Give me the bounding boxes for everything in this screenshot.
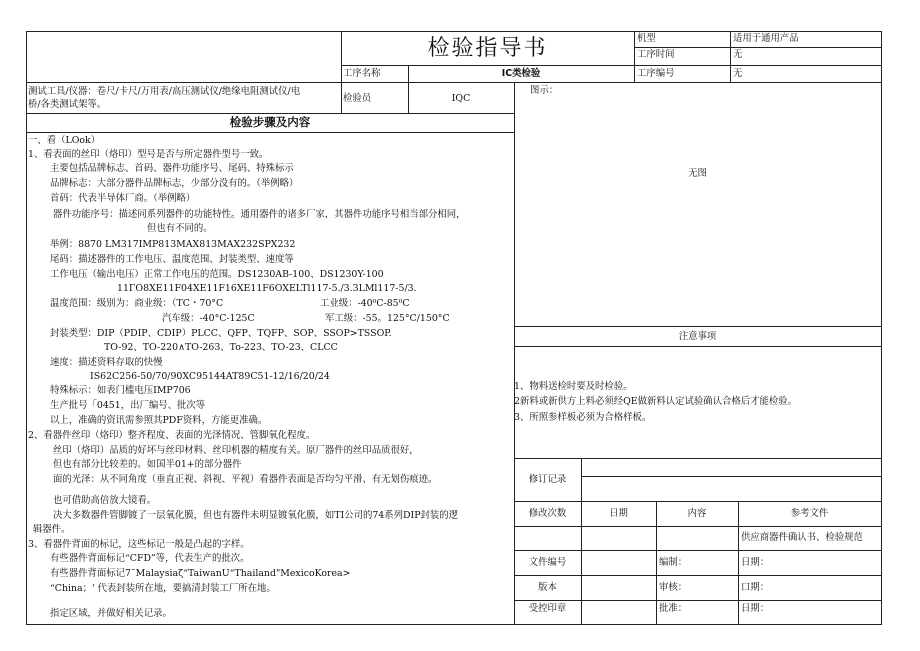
frame-line bbox=[581, 476, 882, 477]
tools-line-1: 测试工具/仪器：卷尺/卡尺/万用表/高压测试仪/绝缘电阻测试仪/电 bbox=[28, 86, 301, 97]
step-line: 以上，准确的资讯需参照其PDF资料，方能更准确。 bbox=[50, 415, 268, 426]
model-label: 机型 bbox=[637, 33, 656, 44]
step-line: 有些器件背面标记7˜Malaysiaζ“TaiwanU“Thailand"MexicoKorea> bbox=[50, 568, 351, 579]
step-line: 有些器件背面标记“CFD”等，代表生产的批次。 bbox=[50, 553, 250, 564]
approve-date-label: 日期： bbox=[741, 603, 770, 614]
frame-line bbox=[26, 113, 514, 114]
step-line: 也可借助高倍放大镜看。 bbox=[53, 495, 157, 506]
version-label: 版本 bbox=[538, 582, 557, 593]
step-line: 军工级：-55。125°C/150°C bbox=[325, 313, 450, 324]
step-line: IS62C256-50/70/90XC95144AT89C51-12/16/20/24 bbox=[90, 371, 330, 382]
approve-label: 批准： bbox=[659, 603, 688, 614]
note-item: 3、所照参样板必须为合格样板。 bbox=[514, 412, 652, 423]
ref-value: 供应商器件确认书、检验规范 bbox=[741, 532, 863, 543]
step-line: 首码：代表半导体厂商。（举例略） bbox=[50, 193, 196, 204]
compile-date-label: 日期： bbox=[741, 557, 770, 568]
step-line: 1、看表面的丝印（烙印）型号是否与所定器件型号一致。 bbox=[28, 149, 269, 160]
frame-line bbox=[514, 575, 882, 576]
inspector-label: 检验员 bbox=[343, 93, 372, 104]
step-line: 辑器件。 bbox=[33, 524, 71, 535]
frame-line bbox=[634, 47, 882, 48]
step-line: 品牌标志：大部分器件品牌标志，少部分没有的。（举例略） bbox=[50, 178, 299, 189]
frame-line bbox=[514, 501, 882, 502]
tools-line-2: 桥/各类测试架等。 bbox=[28, 99, 107, 110]
frame-line bbox=[881, 31, 882, 625]
frame-line bbox=[514, 346, 882, 347]
frame-line bbox=[514, 526, 882, 527]
step-line: 举例：8870 LM317IMP813MAX813MAX232SPX232 bbox=[50, 239, 296, 250]
frame-line bbox=[730, 31, 731, 82]
time-label: 工序时间 bbox=[637, 49, 675, 60]
step-line: TO-92、TO-220∧TO-263、To-223、TO-23、CLCC bbox=[104, 342, 338, 353]
step-line: 决大多数器件管脚镀了一层氧化膜，但也有器件未明显镀氧化膜，如TI公司的74系列DIP封装的逻 bbox=[53, 510, 459, 521]
step-line: 11ΓO8XE11F04XE11F16XE11F6OXELTl117-5./3.3LMl117-5/3. bbox=[117, 283, 417, 294]
note-item: 2新料或新供方上料必须经QE做新料认定试验确认合格后才能检验。 bbox=[514, 396, 797, 407]
time-value: 无 bbox=[733, 49, 743, 60]
note-item: 1、物料送检时要及时检验。 bbox=[514, 381, 633, 392]
control-stamp-label: 受控印章 bbox=[528, 603, 567, 614]
date-header: 日期 bbox=[609, 508, 628, 519]
step-line: 汽车级：-40°C-125C bbox=[162, 313, 255, 324]
step-line: 指定区域，并做好相关记录。 bbox=[50, 608, 172, 619]
frame-line bbox=[634, 31, 635, 82]
process-no-value: 无 bbox=[733, 68, 743, 79]
step-line: 但也有部分比较差的。如国半01+的部分器件 bbox=[53, 459, 242, 470]
diagram-value: 无图 bbox=[688, 168, 707, 179]
step-line: 尾码：描述器件的工作电压、温度范围、封装类型、速度等 bbox=[50, 254, 294, 265]
frame-line bbox=[514, 458, 882, 459]
step-line: 一、看（LOok） bbox=[28, 135, 101, 146]
file-no-label: 文件编号 bbox=[528, 557, 567, 568]
step-line: 工作电压（输出电压）正常工作电压的范围。DS1230AB-100、DS1230Y-100 bbox=[50, 269, 384, 280]
frame-line bbox=[341, 65, 882, 66]
frame-line bbox=[514, 550, 882, 551]
step-line: 主要包括品牌标志、首码、器件功能序号、尾码、特殊标示 bbox=[50, 163, 294, 174]
doc-title: 检验指导书 bbox=[427, 36, 548, 61]
steps-title: 检验步骤及内容 bbox=[229, 115, 311, 129]
process-name-value: IC类检验 bbox=[501, 68, 541, 79]
step-line: 温度范围：级别为：商业级：（TC・70°C bbox=[50, 298, 224, 309]
step-line: 工业级：-40⁰C-85⁰C bbox=[320, 298, 410, 309]
step-line: 速度：描述资料存取的快慢 bbox=[50, 357, 163, 368]
compile-label: 编制： bbox=[659, 557, 688, 568]
review-date-label: 口期： bbox=[741, 582, 770, 593]
review-label: 审核： bbox=[659, 582, 688, 593]
notes-title: 注意事项 bbox=[678, 331, 717, 342]
step-line: 器件功能序号：描述同系列器件的功能特性。通用器件的诸多厂家，其器件功能序号相当部分相同， bbox=[53, 209, 466, 220]
step-line: 生产批号「0451，出厂编号、批次等 bbox=[50, 400, 206, 411]
step-line: 2、看器件丝印（烙印）整齐程度、表面的光泽情况、管脚氧化程度。 bbox=[28, 430, 316, 441]
process-no-label: 工序编号 bbox=[637, 68, 675, 79]
step-line: “China；' 代表封装所在地，要搞清封装工厂所在地。 bbox=[50, 583, 276, 594]
inspector-value: IQC bbox=[451, 93, 471, 104]
rev-count-header: 修改次数 bbox=[528, 508, 567, 519]
process-name-label: 工序名称 bbox=[343, 68, 381, 79]
frame-line bbox=[26, 31, 882, 32]
step-line: 面的光泽：从不同角度（垂直正视、斜视、平视）看器件表面是否均匀平滑、有无划伤痕迹。 bbox=[53, 474, 438, 485]
step-line: 封装类型：DIP（PDIP、CDIP）PLCC、QFP、TQFP、SOP、SSOP>TSSOP. bbox=[50, 328, 392, 339]
step-line: 3、看器件背面的标记，这些标记一般是凸起的字样。 bbox=[28, 539, 250, 550]
model-value: 适用于通用产品 bbox=[733, 33, 799, 44]
frame-line bbox=[514, 326, 882, 327]
frame-line bbox=[26, 82, 882, 83]
step-line: 丝印（烙印）品质的好坏与丝印材料、丝印机器的精度有关。原厂器件的丝印品质很好， bbox=[53, 445, 419, 456]
frame-line bbox=[514, 600, 882, 601]
revision-label: 修订记录 bbox=[528, 474, 567, 485]
frame-line bbox=[26, 624, 882, 625]
frame-line bbox=[581, 458, 582, 625]
frame-line bbox=[26, 132, 514, 133]
step-line: 特殊标示：如表门槛电压IMP706 bbox=[50, 385, 191, 396]
ref-header: 参考文件 bbox=[790, 508, 829, 519]
step-line: 但也有不同的。 bbox=[147, 223, 213, 234]
content-header: 内容 bbox=[687, 508, 707, 519]
frame-line bbox=[514, 82, 515, 625]
diagram-label: 图示： bbox=[530, 85, 559, 96]
